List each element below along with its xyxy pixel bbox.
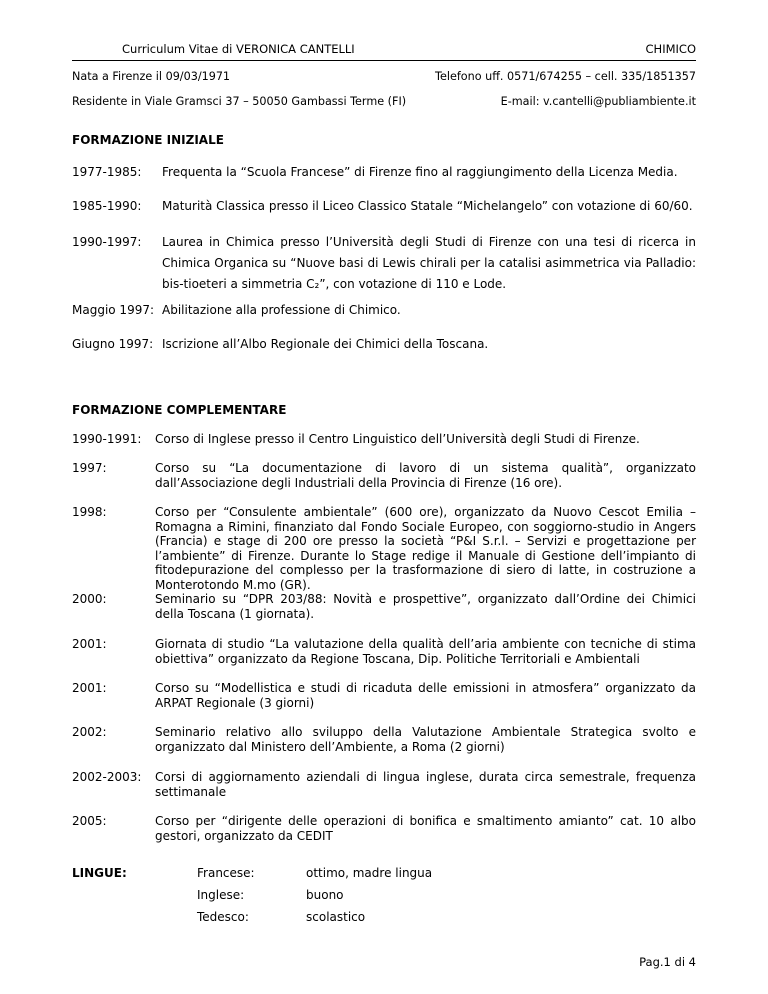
item-text: Seminario relativo allo sviluppo della Valutazione Ambientale Strategica svolto e organizzato dal Ministero dell’Ambiente, a Roma (2 giorni) — [155, 725, 696, 754]
address-info: Residente in Viale Gramsci 37 – 50050 Gambassi Terme (FI) — [72, 95, 407, 108]
item-text: Laurea in Chimica presso l’Università degli Studi di Firenze con una tesi di ricerca in Chimica Organica su “Nuove basi di Lewis chirali per la catalisi asimmetrica via Palladio: bis-tioeteri a simmetria C₂”, con votazione di 110 e Lode. — [162, 235, 696, 291]
item-text: Giornata di studio “La valutazione della qualità dell’aria ambiente con tecniche di stima obiettiva” organizzato da Regione Toscana, Dip. Politiche Territoriali e Ambientali — [155, 637, 696, 666]
item-date: 1985-1990: — [72, 199, 142, 213]
item-date: 2000: — [72, 592, 107, 606]
item-text: Corso di Inglese presso il Centro Linguistico dell’Università degli Studi di Firenze. — [155, 432, 640, 446]
header-divider — [72, 60, 696, 61]
language-name: Francese: — [197, 866, 255, 880]
phone-info: Telefono uff. 0571/674255 – cell. 335/1851357 — [435, 70, 696, 83]
item-text: Seminario su “DPR 203/88: Novità e prospettive”, organizzato dall’Ordine dei Chimici della Toscana (1 giornata). — [155, 592, 696, 621]
item-text: Corso su “Modellistica e studi di ricaduta delle emissioni in atmosfera” organizzato da ARPAT Regionale (3 giorni) — [155, 681, 696, 710]
page-number: Pag.1 di 4 — [639, 955, 696, 969]
item-date: Maggio 1997: — [72, 303, 155, 317]
item-date: 1977-1985: — [72, 165, 142, 179]
item-text: Corso su “La documentazione di lavoro di un sistema qualità”, organizzato dall’Associazione degli Industriali della Provincia di Firenze (16 ore). — [155, 461, 696, 490]
item-date: 1998: — [72, 505, 107, 519]
language-name: Tedesco: — [197, 910, 249, 924]
item-text: Corsi di aggiornamento aziendali di lingua inglese, durata circa semestrale, frequenza settimanale — [155, 770, 696, 799]
item-text: Iscrizione all’Albo Regionale dei Chimici della Toscana. — [162, 337, 489, 351]
item-date: 1997: — [72, 461, 107, 475]
language-level: scolastico — [306, 910, 366, 924]
item-text: Corso per “Consulente ambientale” (600 ore), organizzato da Nuovo Cescot Emilia – Romagna a Rimini, finanziato dal Fondo Sociale Europeo, con soggiorno-studio in Angers (Francia) e stage di 200 ore presso la società “P&I S.r.l. – Servizi e progettazione per l’ambiente” di Firenze. Durante lo Stage redige il Manuale di Gestione dell’impianto di fitodepurazione del complesso per la trasformazione di siero di latte, in costruzione a Monterotondo M.mo (GR). — [155, 505, 696, 592]
item-text: Frequenta la “Scuola Francese” di Firenze fino al raggiungimento della Licenza Media. — [162, 165, 678, 179]
section-title-formazione-complementare: FORMAZIONE COMPLEMENTARE — [72, 403, 287, 417]
item-text: Abilitazione alla professione di Chimico. — [162, 303, 401, 317]
email-info: E-mail: v.cantelli@publiambiente.it — [500, 95, 696, 108]
section-title-formazione-iniziale: FORMAZIONE INIZIALE — [72, 133, 224, 147]
item-date: 2002: — [72, 725, 107, 739]
section-title-lingue: LINGUE: — [72, 866, 127, 880]
language-level: buono — [306, 888, 344, 902]
item-date: 2001: — [72, 681, 107, 695]
language-level: ottimo, madre lingua — [306, 866, 433, 880]
item-date: 2005: — [72, 814, 107, 828]
item-date: 2002-2003: — [72, 770, 142, 784]
language-name: Inglese: — [197, 888, 245, 902]
header-profession: CHIMICO — [645, 42, 696, 56]
item-text: Maturità Classica presso il Liceo Classico Statale “Michelangelo” con votazione di 60/60. — [162, 199, 693, 213]
item-date: 1990-1997: — [72, 235, 142, 249]
header-title: Curriculum Vitae di VERONICA CANTELLI — [122, 42, 355, 56]
item-date: 1990-1991: — [72, 432, 142, 446]
item-date: Giugno 1997: — [72, 337, 154, 351]
item-date: 2001: — [72, 637, 107, 651]
item-text: Corso per “dirigente delle operazioni di bonifica e smaltimento amianto” cat. 10 albo gestori, organizzato da CEDIT — [155, 814, 696, 843]
birth-info: Nata a Firenze il 09/03/1971 — [72, 70, 231, 83]
